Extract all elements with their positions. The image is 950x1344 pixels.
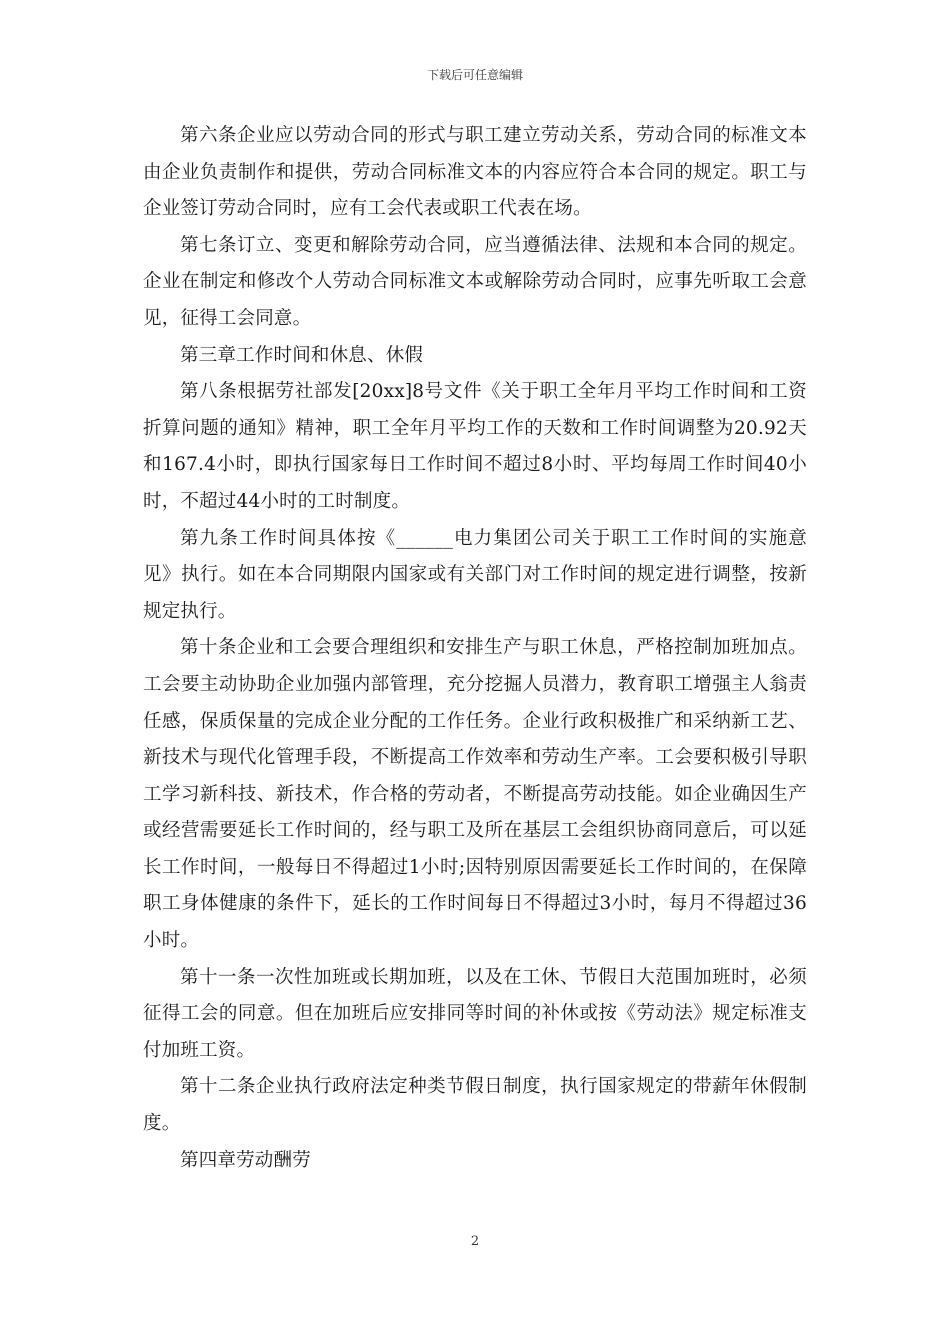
- chapter-3-heading: 第三章工作时间和休息、休假: [180, 344, 424, 366]
- article-12: 第十二条企业执行政府法定种类节假日制度，执行国家规定的带薪年休假制度。: [143, 1076, 807, 1135]
- page-number: 2: [470, 1234, 480, 1249]
- article-11: 第十一条一次性加班或长期加班，以及在工休、节假日大范围加班时，必须征得工会的同意。但在加班后应安排同等时间的补休或按《劳动法》规定标准支付加班工资。: [143, 966, 807, 1061]
- document-body: [143, 118, 807, 1179]
- article-7: 第七条订立、变更和解除劳动合同，应当遵循法律、法规和本合同的规定。企业在制定和修改个人劳动合同标准文本或解除劳动合同时，应事先听取工会意见，征得工会同意。: [143, 234, 807, 329]
- article-10: 第十条企业和工会要合理组织和安排生产与职工休息，严格控制加班加点。工会要主动协助企业加强内部管理，充分挖掘人员潜力，教育职工增强主人翁责任感，保质保量的完成企业分配的工作任务。企业行政积极推广和采纳新工艺、新技术与现代化管理手段，不断提高工作效率和劳动生产率。工会要积极引导职工学习新科技、新技术，作合格的劳动者，不断提高劳动技能。如企业确因生产或经营需要延长工作时间的，经与职工及所在基层工会组织协商同意后，可以延长工作时间，一般每日不得超过1小时;因特别原因需要延长工作时间的，在保障职工身体健康的条件下，延长的工作时间每日不得超过3小时，每月不得超过36小时。: [143, 637, 807, 952]
- article-9: 第九条工作时间具体按《______电力集团公司关于职工工作时间的实施意见》执行。如在本合同期限内国家或有关部门对工作时间的规定进行调整，按新规定执行。: [143, 527, 807, 622]
- article-8: 第八条根据劳社部发[20xx]8号文件《关于职工全年月平均工作时间和工资折算问题的通知》精神，职工全年月平均工作的天数和工作时间调整为20.92天和167.4小时，即执行国家每日工作时间不超过8小时、平均每周工作时间40小时，不超过44小时的工时制度。: [143, 381, 807, 512]
- page-header-note: 下载后可任意编辑: [426, 68, 523, 82]
- chapter-4-heading: 第四章劳动酬劳: [180, 1149, 311, 1171]
- article-6: 第六条企业应以劳动合同的形式与职工建立劳动关系，劳动合同的标准文本由企业负责制作和提供，劳动合同标准文本的内容应符合本合同的规定。职工与企业签订劳动合同时，应有工会代表或职工代表在场。: [143, 125, 807, 220]
